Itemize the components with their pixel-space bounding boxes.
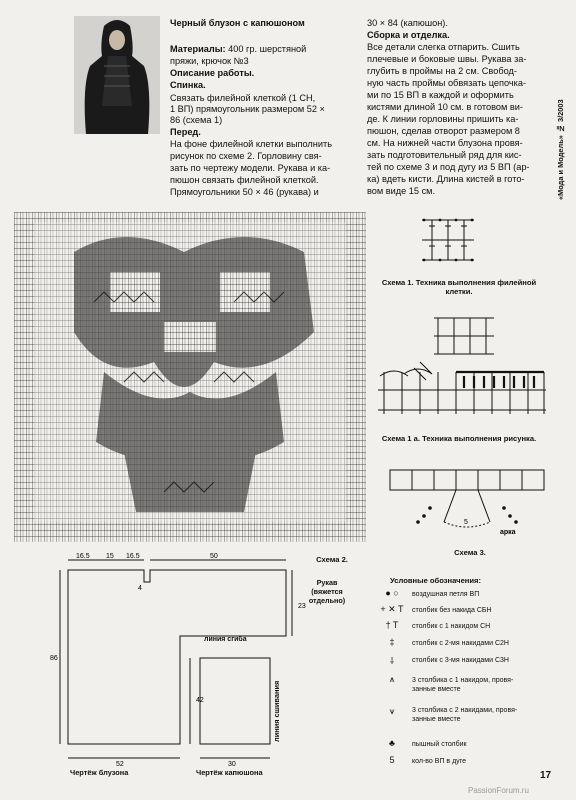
front-line: рисунок по схеме 2. Горловину свя-	[170, 151, 322, 161]
front-line: На фоне филейной клетки выполнить	[170, 139, 332, 149]
scheme1a-caption: Схема 1 а. Техника выполнения рисунка.	[381, 434, 537, 443]
assembly-line: плечевые и боковые швы. Рукава за-	[367, 54, 527, 64]
assembly-line: ми по 15 ВП в каждой и оформить	[367, 90, 514, 100]
article-title: Черный блузон с капюшоном	[170, 18, 305, 28]
dim-16-5-left: 16.5	[76, 553, 90, 560]
dim-23: 23	[298, 603, 306, 610]
dim-42: 42	[196, 697, 204, 704]
legend-text: воздушная петля ВП	[412, 591, 480, 598]
dim-86: 86	[50, 655, 58, 662]
back-heading: Спинка.	[170, 80, 206, 90]
legend-text: столбик с 2-мя накидами С2Н	[412, 640, 509, 647]
legend-text: пышный столбик	[412, 741, 467, 748]
assembly-line: Все детали слегка отпарить. Сшить	[367, 42, 520, 52]
front-heading: Перед.	[170, 127, 201, 137]
assembly-line: глубить в проймы на 2 см. Свобод-	[367, 66, 517, 76]
scheme1-caption-line: клетки.	[445, 287, 473, 296]
legend-text	[412, 706, 517, 724]
legend-heading: Условные обозначения:	[390, 576, 482, 585]
assembly-heading: Сборка и отделка.	[367, 30, 450, 40]
materials-text: 400 гр. шерстяной	[228, 44, 307, 54]
assembly-line: зать подготовительный ряд для кис-	[367, 150, 522, 160]
scheme3-caption: Схема 3.	[454, 548, 486, 557]
scheme1a-diagram	[374, 310, 550, 420]
assembly-line: ную часть проймы обвязать цепочка-	[367, 78, 527, 88]
dim-4: 4	[138, 585, 142, 592]
dim-50: 50	[210, 553, 218, 560]
assembly-line: тей по схеме 3 и под дугу из 5 ВП (ар-	[367, 162, 530, 172]
materials-line	[170, 44, 358, 55]
assembly-line: ка) вдеть кисти. Длина кистей в гото-	[367, 174, 525, 184]
blouse-caption: Чертёж блузона	[70, 768, 129, 777]
chain-arch-icon: 5	[389, 755, 395, 765]
front-line: Прямоугольники 50 × 46 (рукава) и	[170, 187, 319, 197]
right-line: 30 × 84 (капюшон).	[367, 18, 448, 28]
scheme1-caption-line: Схема 1. Техника выполнения филейной	[381, 278, 537, 287]
sleeve-label	[292, 578, 362, 605]
chain-stitch-icon: ● ○	[385, 588, 399, 598]
back-line: Связать филейной клеткой (1 СН,	[170, 93, 316, 103]
assembly-line: пюшон, сделав отворот размером 8	[367, 126, 520, 136]
assembly-line: де. К линии горловины пришить ка-	[367, 114, 519, 124]
sleeve-label-line: (вяжется	[311, 587, 343, 596]
seam-line-label: линия сшивания	[272, 680, 281, 742]
assembly-line: вом виде 15 см.	[367, 186, 436, 196]
sleeve-label-line: Рукав	[316, 578, 338, 587]
page-number: 17	[540, 770, 552, 781]
legend-text-line: 3 столбика с 2 накидами, провя-	[412, 707, 518, 714]
three-dc-together-icon: ⩛	[389, 706, 395, 716]
hood-caption: Чертёж капюшона	[196, 768, 263, 777]
legend-text-line: занные вместе	[412, 716, 461, 723]
dim-16-5-right: 16.5	[126, 553, 140, 560]
dim-52: 52	[116, 761, 124, 768]
legend-text: столбик с 3-мя накидами С3Н	[412, 657, 509, 664]
dim-15: 15	[106, 553, 114, 560]
triple-treble-icon: ⸸	[389, 656, 395, 666]
three-sc-together-icon: ⩚	[389, 674, 395, 684]
filet-chart	[14, 212, 366, 542]
model-photo	[74, 16, 160, 134]
double-crochet-icon: † T	[385, 620, 399, 630]
treble-crochet-icon: ‡	[389, 637, 395, 647]
legend-text	[412, 676, 513, 694]
fold-line-label: линия сгиба	[204, 636, 247, 643]
magazine-side-label: «Мода и Модель» № 3/2003	[556, 99, 565, 200]
puff-stitch-icon: ♣	[389, 738, 395, 748]
legend-text-line: занные вместе	[412, 686, 461, 693]
back-line: 1 ВП) прямоугольник размером 52 ×	[170, 104, 325, 114]
materials-text-2: пряжи, крючок №3	[170, 56, 249, 66]
arch-count: 5	[464, 519, 468, 526]
single-crochet-icon: + ✕ T	[380, 604, 404, 614]
legend-text-line: 3 столбика с 1 накидом, провя-	[412, 677, 514, 684]
watermark: PassionForum.ru	[468, 786, 529, 795]
materials-heading: Материалы:	[170, 44, 226, 54]
description-heading: Описание работы.	[170, 68, 255, 78]
assembly-line: кистями длиной 10 см. в готовом ви-	[367, 102, 523, 112]
legend-text: столбик с 1 накидом СН	[412, 623, 491, 630]
legend-text: столбик без накида СБН	[412, 607, 492, 614]
sleeve-label-line: отдельно)	[308, 596, 346, 605]
arch-label: арка	[500, 529, 516, 536]
scheme1-caption	[370, 278, 548, 296]
legend-text: кол-во ВП в дуге	[412, 758, 466, 765]
back-line: 86 (схема 1)	[170, 115, 223, 125]
assembly-line: см. На нижней части блузона провя-	[367, 138, 523, 148]
scheme3-diagram	[384, 466, 554, 536]
scheme2-caption: Схема 2.	[316, 555, 348, 564]
front-line: зать по чертежу модели. Рукава и ка-	[170, 163, 331, 173]
front-line: пюшон связать филейной клеткой.	[170, 175, 319, 185]
scheme1-diagram	[418, 212, 478, 272]
dim-30: 30	[228, 761, 236, 768]
